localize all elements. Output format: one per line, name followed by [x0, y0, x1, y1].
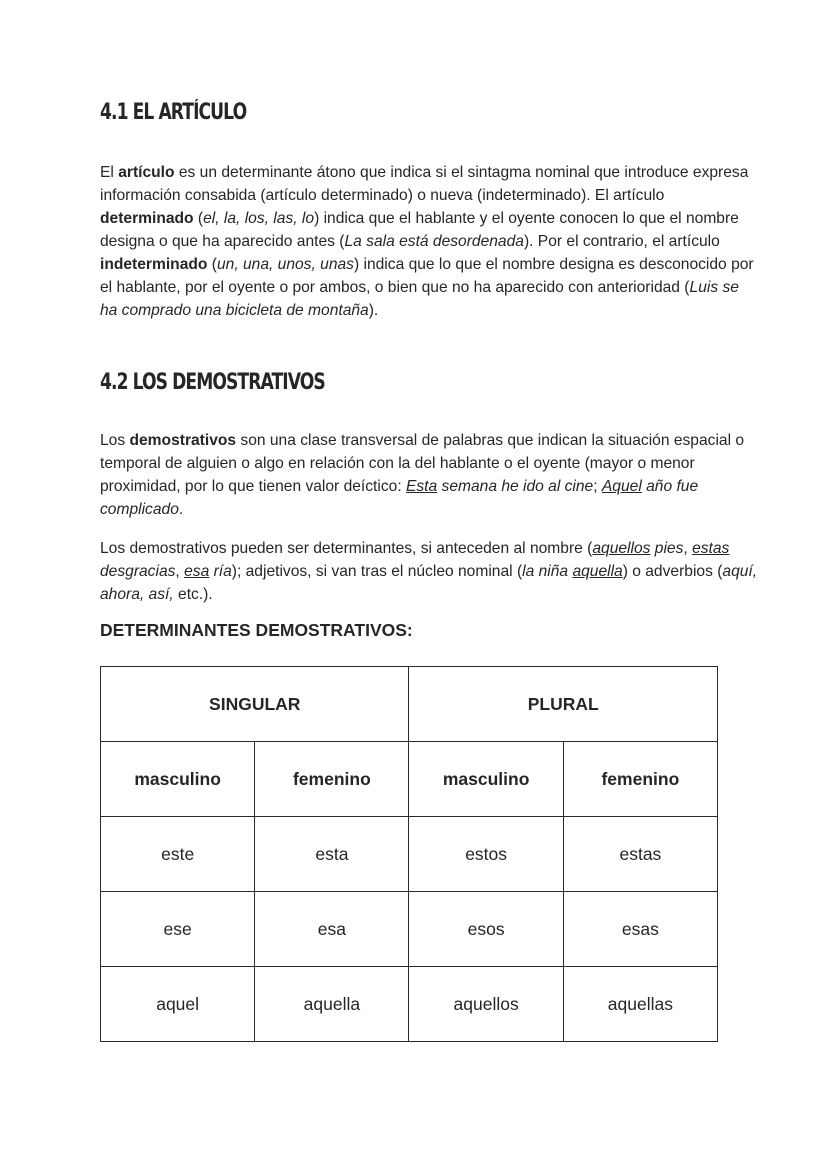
table-column-header-row: [101, 742, 718, 817]
table-cell: aquellas: [563, 967, 717, 1042]
column-header: femenino: [255, 742, 409, 817]
paragraph-articulo: El artículo es un determinante átono que indica si el sintagma nominal que introduce expresa información consabida (artículo determinado) o nueva (indeterminado). El artículo determinado (el, la, los, las, lo) indica que el hablante y el oyente conocen lo que el nombre designa o que ha aparecido antes (La sala está desordenada). Por el contrario, el artículo indeterminado (un, una, unos, unas) indica que lo que el nombre designa es desconocido por el hablante, por el oyente o por ambos, o bien que no ha aparecido con anterioridad (Luis se ha comprado una bicicleta de montaña).: [100, 164, 754, 319]
table-row: [101, 817, 718, 892]
paragraph-demostrativos-1: Los demostrativos son una clase transversal de palabras que indican la situación espacial o temporal de alguien o algo en relación con la del hablante o el oyente (mayor o menor proximidad, por lo que tienen valor deíctico: Esta semana he ido al cine; Aquel año fue complicado.: [100, 432, 745, 518]
table-cell: esos: [409, 892, 563, 967]
table-cell: esa: [255, 892, 409, 967]
table-cell: estas: [563, 817, 717, 892]
column-header: masculino: [101, 742, 255, 817]
column-header: masculino: [409, 742, 563, 817]
table-cell: esas: [563, 892, 717, 967]
table-cell: estos: [409, 817, 563, 892]
demonstratives-table: [100, 666, 718, 1042]
section-title-articulo: 4.1 EL ARTÍCULO: [100, 100, 247, 125]
paragraph-demostrativos-2: Los demostrativos pueden ser determinantes, si anteceden al nombre (aquellos pies, estas desgracias, esa ría); adjetivos, si van tras el núcleo nominal (la niña aquella) o adverbios (aquí, ahora, así, etc.).: [100, 540, 758, 603]
table-cell: aquella: [255, 967, 409, 1042]
table-cell: aquel: [101, 967, 255, 1042]
table-cell: ese: [101, 892, 255, 967]
section-title-demostrativos: 4.2 LOS DEMOSTRATIVOS: [100, 370, 325, 395]
table-cell: aquellos: [409, 967, 563, 1042]
table-cell: esta: [255, 817, 409, 892]
table-group-header-row: [101, 667, 718, 742]
table-row: [101, 892, 718, 967]
group-header-singular: SINGULAR: [101, 667, 409, 742]
table-title: DETERMINANTES DEMOSTRATIVOS:: [100, 620, 413, 640]
table-row: [101, 967, 718, 1042]
column-header: femenino: [563, 742, 717, 817]
group-header-plural: PLURAL: [409, 667, 718, 742]
table-cell: este: [101, 817, 255, 892]
